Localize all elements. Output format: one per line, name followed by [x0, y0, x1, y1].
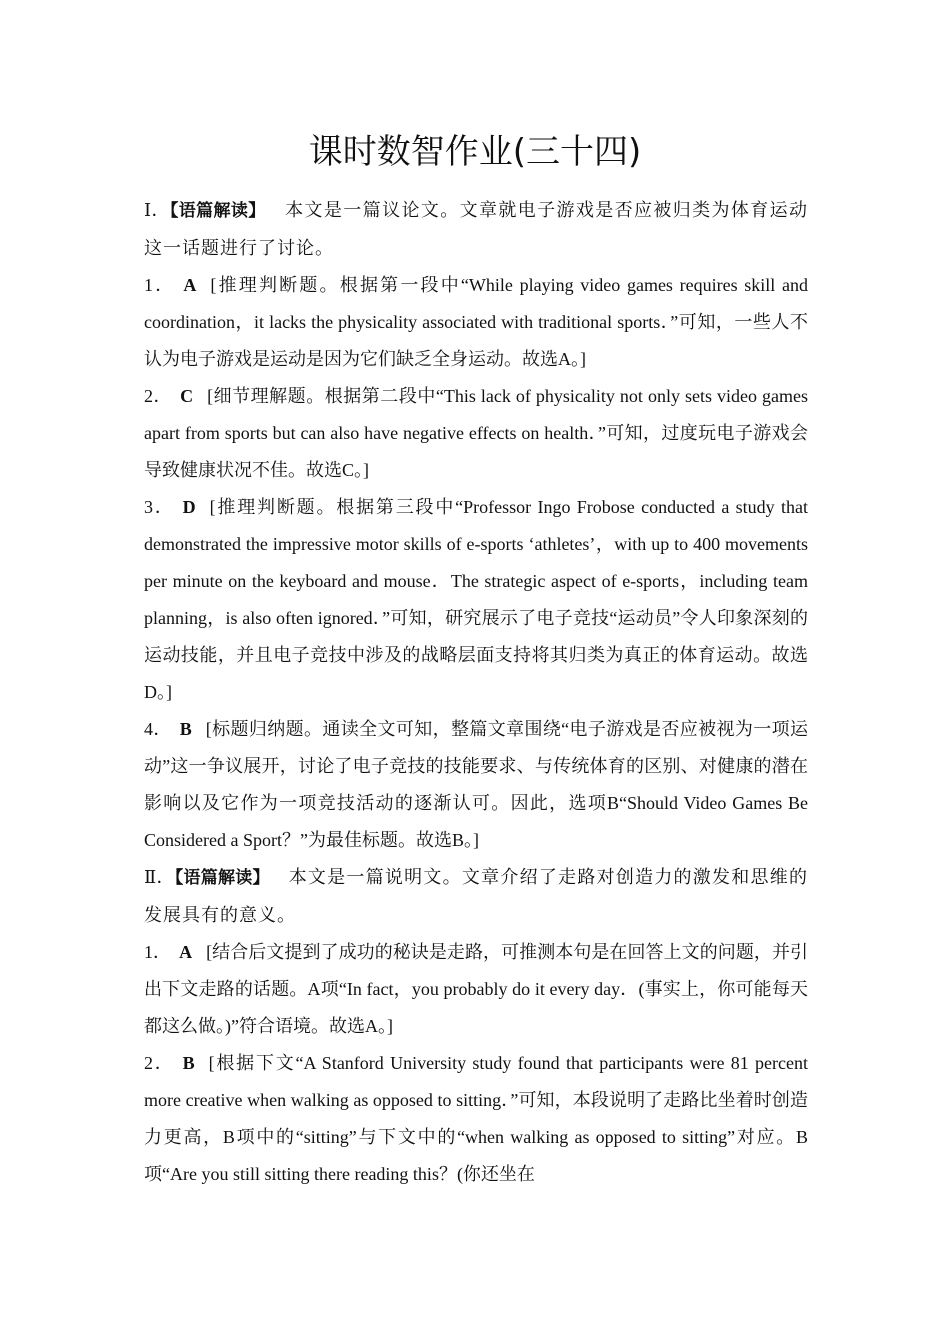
section-1-item-1	[144, 267, 808, 378]
item-number: 2．	[144, 386, 173, 406]
section-1-label: 【语篇解读】	[169, 201, 266, 221]
item-explanation: [结合后文提到了成功的秘诀是走路，可推测本句是在回答上文的问题，并引出下文走路的话题。A项“In fact，you probably do it every day．(事实上，你可能每天都这么做。)”符合语境。故选A。]	[144, 942, 809, 1036]
item-explanation: [推理判断题。根据第三段中“Professor Ingo Frobose conducted a study that demonstrated the impressive motor skills of e-sports ‘athletes’，with up to 400 movements per minute on the keyboard and mouse．The strategic aspect of e-sports，including team planning，is also often ignored．”可知，研究展示了电子竞技“运动员”令人印象深刻的运动技能，并且电子竞技中涉及的战略层面支持将其归类为真正的体育运动。故选D。]	[144, 497, 808, 702]
page-title: 课时数智作业(三十四)	[308, 132, 642, 172]
section-1-item-4	[144, 711, 808, 859]
section-2-label: 【语篇解读】	[174, 868, 270, 888]
section-2-summary: 本文是一篇说明文。文章介绍了走路对创造力的激发和思维的发展具有的意义。	[144, 867, 809, 925]
item-number: 1．	[144, 942, 172, 962]
section-1-item-2	[144, 378, 808, 489]
section-1-intro	[144, 192, 808, 267]
item-explanation: [细节理解题。根据第二段中“This lack of physicality not only sets video games apart from sports but can also have negative effects on health．”可知，过度玩电子游戏会导致健康状况不佳。故选C。]	[144, 386, 809, 480]
section-1-item-3	[144, 489, 808, 711]
item-number: 3．	[144, 497, 175, 517]
section-1-summary: 本文是一篇议论文。文章就电子游戏是否应被归类为体育运动这一话题进行了讨论。	[144, 200, 809, 258]
item-number: 2．	[144, 1053, 175, 1073]
item-number: 1．	[144, 275, 176, 295]
item-number: 4．	[144, 719, 172, 739]
item-explanation: [根据下文“A Stanford University study found that participants were 81 percent more creative when walking as opposed to sitting．”可知，本段说明了走路比坐着时创造力更高，B项中的“sitting”与下文中的“when walking as opposed to sitting”对应。B项“Are you still sitting there reading this？(你还坐在	[144, 1053, 808, 1184]
item-answer: C	[180, 386, 194, 406]
item-explanation: [标题归纳题。通读全文可知，整篇文章围绕“电子游戏是否应被视为一项运动”这一争议展开，讨论了电子竞技的技能要求、与传统体育的区别、对健康的潜在影响以及它作为一项竞技活动的逐渐认可。因此，选项B“Should Video Games Be Considered a Sport？”为最佳标题。故选B。]	[144, 719, 809, 850]
item-answer: B	[182, 1053, 195, 1073]
item-answer: D	[182, 497, 196, 517]
item-answer: A	[183, 275, 197, 295]
section-2-intro	[144, 859, 808, 934]
item-explanation: [推理判断题。根据第一段中“While playing video games requires skill and coordination，it lacks the physicality associated with traditional sports．”可知，一些人不认为电子游戏是运动是因为它们缺乏全身运动。故选A。]	[144, 275, 808, 369]
section-2-item-2	[144, 1045, 808, 1193]
item-answer: A	[179, 942, 193, 962]
section-2-roman: Ⅱ．	[144, 867, 175, 887]
item-answer: B	[179, 719, 192, 739]
section-2-item-1	[144, 934, 808, 1045]
section-1-roman: Ⅰ．	[144, 200, 170, 220]
document-body	[144, 192, 808, 1193]
